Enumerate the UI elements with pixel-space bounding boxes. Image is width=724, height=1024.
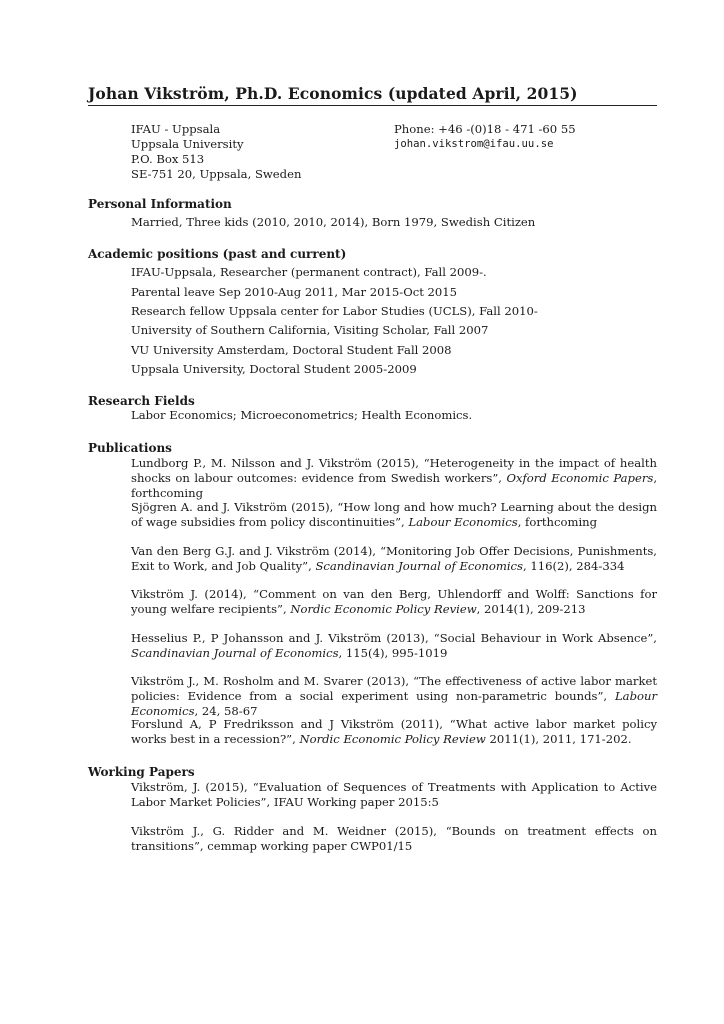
address-line: Uppsala University: [131, 137, 244, 151]
publication-entry: Forslund A, P Fredriksson and J Vikström (2011), “What active labor market policy works best in a recession?”, Nordic Economic Policy Review 2011(1), 2011, 171-202.: [131, 717, 657, 746]
working-paper-entry: Vikström J., G. Ridder and M. Weidner (2015), “Bounds on treatment effects on transitions”, cemmap working paper CWP01/15: [131, 824, 657, 853]
academic-position: Uppsala University, Doctoral Student 2005-2009: [131, 362, 417, 376]
address-block: [131, 122, 301, 182]
working-paper-entry: Vikström, J. (2015), “Evaluation of Sequences of Treatments with Application to Active Labor Market Policies”, IFAU Working paper 2015:5: [131, 780, 657, 809]
address-line: P.O. Box 513: [131, 152, 205, 166]
section-heading-academic: Academic positions (past and current): [88, 247, 347, 261]
contact-block: [394, 122, 576, 152]
publication-entry: Vikström J. (2014), “Comment on van den Berg, Uhlendorff and Wolff: Sanctions for young welfare recipients”, Nordic Economic Policy Review, 2014(1), 209-213: [131, 587, 657, 616]
email-address: johan.vikstrom@ifau.uu.se: [394, 138, 554, 150]
section-heading-research: Research Fields: [88, 394, 195, 408]
address-line: IFAU - Uppsala: [131, 122, 221, 136]
academic-position: Parental leave Sep 2010-Aug 2011, Mar 2015-Oct 2015: [131, 285, 458, 299]
section-heading-publications: Publications: [88, 441, 172, 455]
page-title: Johan Vikström, Ph.D. Economics (updated April, 2015): [88, 84, 578, 103]
address-line: SE-751 20, Uppsala, Sweden: [131, 167, 302, 181]
phone-number: Phone: +46 -(0)18 - 471 -60 55: [394, 122, 576, 136]
publication-entry: Hesselius P., P Johansson and J. Vikström (2013), “Social Behaviour in Work Absence”, Scandinavian Journal of Economics, 115(4), 995-1019: [131, 631, 657, 660]
section-heading-working-papers: Working Papers: [88, 765, 195, 779]
academic-position: University of Southern California, Visiting Scholar, Fall 2007: [131, 323, 489, 337]
section-heading-personal: Personal Information: [88, 197, 232, 211]
academic-position: Research fellow Uppsala center for Labor Studies (UCLS), Fall 2010-: [131, 304, 538, 318]
publication-entry: Lundborg P., M. Nilsson and J. Vikström (2015), “Heterogeneity in the impact of health shocks on labour outcomes: evidence from Swedish workers”, Oxford Economic Papers, forthcoming: [131, 456, 657, 500]
publication-entry: Vikström J., M. Rosholm and M. Svarer (2013), “The effectiveness of active labor market policies: Evidence from a social experiment using non-parametric bounds”, Labour Economics, 24, 58-67: [131, 674, 657, 718]
personal-info-text: Married, Three kids (2010, 2010, 2014), Born 1979, Swedish Citizen: [131, 215, 536, 229]
academic-position: VU University Amsterdam, Doctoral Student Fall 2008: [131, 343, 452, 357]
title-rule: [88, 105, 657, 106]
publication-entry: Van den Berg G.J. and J. Vikström (2014), “Monitoring Job Offer Decisions, Punishments, Exit to Work, and Job Quality”, Scandinavian Journal of Economics, 116(2), 284-334: [131, 544, 657, 573]
research-fields-text: Labor Economics; Microeconometrics; Health Economics.: [131, 408, 473, 422]
publication-entry: Sjögren A. and J. Vikström (2015), “How long and how much? Learning about the design of wage subsidies from policy discontinuities”, Labour Economics, forthcoming: [131, 500, 657, 529]
academic-position: IFAU-Uppsala, Researcher (permanent contract), Fall 2009-.: [131, 265, 487, 279]
